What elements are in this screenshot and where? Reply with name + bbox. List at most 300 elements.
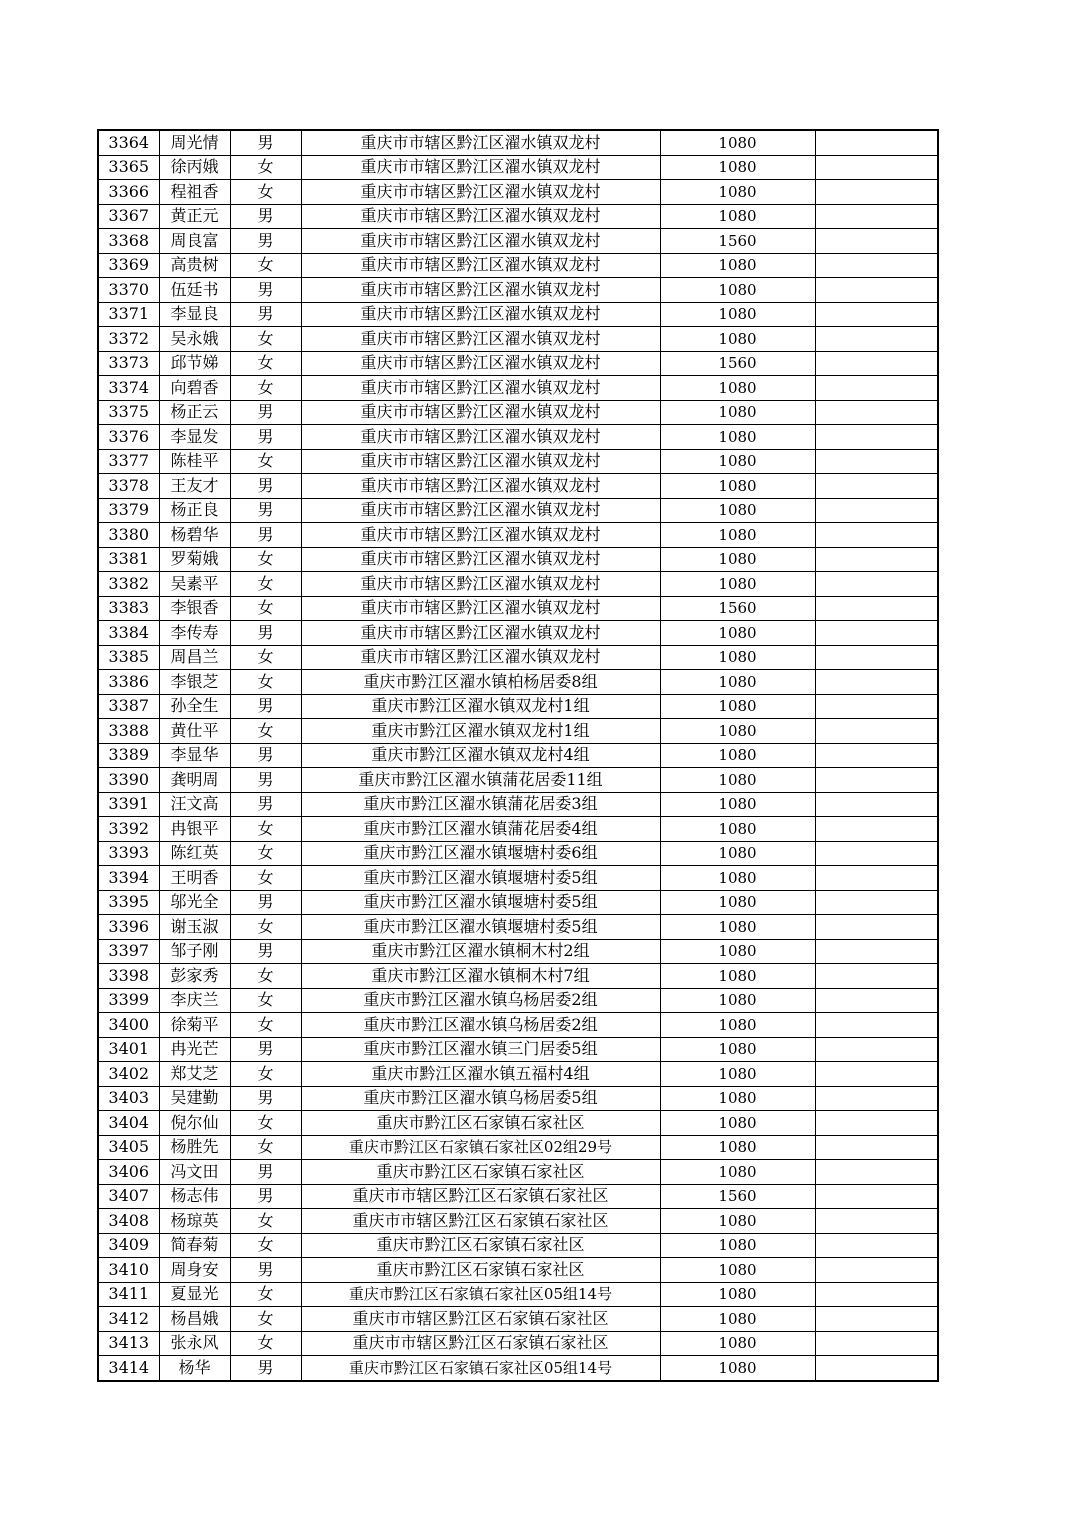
cell-gender: 男 [230,939,301,964]
cell-name: 徐菊平 [159,1013,230,1038]
cell-address: 重庆市黔江区濯水镇五福村4组 [301,1062,660,1087]
cell-amount: 1080 [660,474,815,499]
table-row [98,743,938,768]
cell-gender: 男 [230,621,301,646]
cell-note [815,1184,938,1209]
cell-note [815,645,938,670]
cell-number: 3406 [98,1160,159,1185]
cell-address: 重庆市黔江区濯水镇双龙村1组 [301,694,660,719]
cell-note [815,1307,938,1332]
cell-address: 重庆市市辖区黔江区濯水镇双龙村 [301,621,660,646]
table-row [98,988,938,1013]
cell-number: 3408 [98,1209,159,1234]
cell-name: 王明香 [159,866,230,891]
cell-gender: 女 [230,596,301,621]
table-row [98,939,938,964]
cell-gender: 女 [230,1331,301,1356]
cell-amount: 1080 [660,302,815,327]
table-row [98,498,938,523]
cell-note [815,327,938,352]
cell-address: 重庆市市辖区黔江区濯水镇双龙村 [301,278,660,303]
cell-amount: 1080 [660,523,815,548]
cell-gender: 女 [230,1062,301,1087]
cell-gender: 男 [230,890,301,915]
cell-amount: 1080 [660,792,815,817]
table-row [98,1258,938,1283]
cell-amount: 1080 [660,425,815,450]
cell-name: 伍廷书 [159,278,230,303]
cell-note [815,939,938,964]
cell-name: 周光情 [159,130,230,155]
cell-amount: 1080 [660,1013,815,1038]
cell-address: 重庆市黔江区石家镇石家社区05组14号 [301,1282,660,1307]
cell-address: 重庆市黔江区石家镇石家社区 [301,1160,660,1185]
cell-amount: 1080 [660,866,815,891]
cell-note [815,694,938,719]
cell-address: 重庆市市辖区黔江区濯水镇双龙村 [301,229,660,254]
cell-name: 邬光全 [159,890,230,915]
cell-name: 郑艾芝 [159,1062,230,1087]
cell-gender: 男 [230,400,301,425]
cell-name: 杨碧华 [159,523,230,548]
cell-name: 陈红英 [159,841,230,866]
cell-number: 3392 [98,817,159,842]
cell-number: 3374 [98,376,159,401]
cell-amount: 1080 [660,1086,815,1111]
cell-amount: 1080 [660,988,815,1013]
cell-name: 李显良 [159,302,230,327]
cell-amount: 1080 [660,1331,815,1356]
cell-number: 3380 [98,523,159,548]
cell-number: 3385 [98,645,159,670]
cell-name: 高贵树 [159,253,230,278]
table-row [98,817,938,842]
cell-number: 3367 [98,204,159,229]
cell-number: 3402 [98,1062,159,1087]
cell-address: 重庆市市辖区黔江区濯水镇双龙村 [301,425,660,450]
cell-number: 3409 [98,1233,159,1258]
table-row [98,1013,938,1038]
cell-note [815,841,938,866]
cell-name: 李银香 [159,596,230,621]
cell-address: 重庆市黔江区石家镇石家社区02组29号 [301,1135,660,1160]
cell-note [815,817,938,842]
cell-name: 罗菊娥 [159,547,230,572]
cell-address: 重庆市黔江区濯水镇乌杨居委2组 [301,1013,660,1038]
cell-amount: 1080 [660,1111,815,1136]
table-row [98,425,938,450]
cell-gender: 女 [230,719,301,744]
cell-address: 重庆市黔江区濯水镇桐木村7组 [301,964,660,989]
cell-amount: 1080 [660,1307,815,1332]
cell-amount: 1080 [660,376,815,401]
cell-amount: 1080 [660,670,815,695]
table-row [98,1184,938,1209]
cell-number: 3410 [98,1258,159,1283]
cell-gender: 女 [230,351,301,376]
table-row [98,572,938,597]
cell-amount: 1560 [660,351,815,376]
cell-note [815,253,938,278]
cell-address: 重庆市市辖区黔江区石家镇石家社区 [301,1209,660,1234]
table-row [98,1135,938,1160]
table-row [98,474,938,499]
cell-name: 杨华 [159,1356,230,1381]
cell-name: 邱节娣 [159,351,230,376]
cell-amount: 1080 [660,1356,815,1381]
table-row [98,964,938,989]
cell-amount: 1560 [660,596,815,621]
cell-gender: 女 [230,964,301,989]
cell-address: 重庆市市辖区黔江区石家镇石家社区 [301,1184,660,1209]
cell-address: 重庆市黔江区濯水镇三门居委5组 [301,1037,660,1062]
table-row [98,645,938,670]
cell-address: 重庆市市辖区黔江区濯水镇双龙村 [301,351,660,376]
table-row [98,1356,938,1381]
table-row [98,547,938,572]
cell-address: 重庆市黔江区濯水镇蒲花居委3组 [301,792,660,817]
cell-address: 重庆市黔江区濯水镇蒲花居委4组 [301,817,660,842]
cell-name: 周昌兰 [159,645,230,670]
cell-amount: 1080 [660,964,815,989]
cell-name: 李显发 [159,425,230,450]
cell-number: 3398 [98,964,159,989]
cell-gender: 男 [230,130,301,155]
cell-amount: 1080 [660,1160,815,1185]
cell-name: 李显华 [159,743,230,768]
cell-note [815,130,938,155]
cell-amount: 1080 [660,694,815,719]
cell-amount: 1080 [660,1135,815,1160]
cell-address: 重庆市黔江区濯水镇乌杨居委2组 [301,988,660,1013]
cell-note [815,915,938,940]
cell-amount: 1080 [660,180,815,205]
cell-gender: 女 [230,670,301,695]
cell-number: 3368 [98,229,159,254]
cell-number: 3373 [98,351,159,376]
cell-note [815,768,938,793]
cell-note [815,155,938,180]
cell-number: 3403 [98,1086,159,1111]
table-row [98,130,938,155]
cell-note [815,1209,938,1234]
cell-number: 3382 [98,572,159,597]
cell-gender: 女 [230,253,301,278]
cell-amount: 1080 [660,841,815,866]
cell-name: 夏显光 [159,1282,230,1307]
cell-address: 重庆市市辖区黔江区濯水镇双龙村 [301,400,660,425]
cell-note [815,572,938,597]
cell-amount: 1080 [660,204,815,229]
cell-gender: 男 [230,1258,301,1283]
cell-number: 3372 [98,327,159,352]
cell-name: 汪文高 [159,792,230,817]
cell-number: 3389 [98,743,159,768]
cell-note [815,425,938,450]
table-row [98,376,938,401]
cell-note [815,1062,938,1087]
cell-name: 王友才 [159,474,230,499]
table-row [98,841,938,866]
cell-amount: 1080 [660,327,815,352]
cell-amount: 1560 [660,1184,815,1209]
cell-name: 杨志伟 [159,1184,230,1209]
cell-number: 3405 [98,1135,159,1160]
table-row [98,768,938,793]
cell-number: 3386 [98,670,159,695]
table-row [98,792,938,817]
cell-gender: 男 [230,768,301,793]
cell-name: 周良富 [159,229,230,254]
cell-name: 吴建勤 [159,1086,230,1111]
cell-number: 3399 [98,988,159,1013]
cell-name: 杨胜先 [159,1135,230,1160]
cell-name: 倪尔仙 [159,1111,230,1136]
cell-address: 重庆市市辖区黔江区濯水镇双龙村 [301,547,660,572]
cell-address: 重庆市市辖区黔江区濯水镇双龙村 [301,180,660,205]
cell-number: 3378 [98,474,159,499]
cell-gender: 女 [230,1307,301,1332]
cell-amount: 1080 [660,400,815,425]
cell-gender: 女 [230,376,301,401]
cell-amount: 1080 [660,1258,815,1283]
table-body [98,130,938,1381]
cell-gender: 女 [230,1233,301,1258]
cell-name: 徐丙娥 [159,155,230,180]
cell-gender: 男 [230,1160,301,1185]
cell-gender: 男 [230,1184,301,1209]
cell-address: 重庆市黔江区濯水镇蒲花居委11组 [301,768,660,793]
cell-address: 重庆市市辖区黔江区濯水镇双龙村 [301,327,660,352]
table-row [98,1111,938,1136]
table-row [98,229,938,254]
table-row [98,278,938,303]
table-row [98,670,938,695]
table-row [98,866,938,891]
table-row [98,1209,938,1234]
cell-note [815,621,938,646]
cell-address: 重庆市市辖区黔江区濯水镇双龙村 [301,596,660,621]
table-row [98,1233,938,1258]
table-row [98,1307,938,1332]
table-row [98,155,938,180]
cell-note [815,1111,938,1136]
cell-name: 周身安 [159,1258,230,1283]
cell-gender: 男 [230,474,301,499]
cell-note [815,1160,938,1185]
cell-number: 3390 [98,768,159,793]
cell-amount: 1080 [660,155,815,180]
cell-gender: 男 [230,1356,301,1381]
cell-note [815,376,938,401]
table-row [98,1160,938,1185]
cell-gender: 女 [230,180,301,205]
cell-address: 重庆市市辖区黔江区濯水镇双龙村 [301,645,660,670]
cell-amount: 1080 [660,743,815,768]
cell-address: 重庆市市辖区黔江区石家镇石家社区 [301,1307,660,1332]
table-row [98,1037,938,1062]
cell-address: 重庆市市辖区黔江区石家镇石家社区 [301,1331,660,1356]
table-row [98,890,938,915]
cell-note [815,1086,938,1111]
cell-address: 重庆市黔江区濯水镇双龙村1组 [301,719,660,744]
cell-name: 冯文田 [159,1160,230,1185]
table-row [98,180,938,205]
cell-gender: 男 [230,204,301,229]
table-row [98,449,938,474]
cell-note [815,988,938,1013]
cell-address: 重庆市市辖区黔江区濯水镇双龙村 [301,155,660,180]
cell-amount: 1080 [660,547,815,572]
cell-gender: 男 [230,229,301,254]
cell-amount: 1080 [660,572,815,597]
cell-amount: 1560 [660,229,815,254]
cell-number: 3369 [98,253,159,278]
cell-note [815,547,938,572]
cell-gender: 男 [230,792,301,817]
cell-number: 3370 [98,278,159,303]
cell-note [815,523,938,548]
cell-address: 重庆市市辖区黔江区濯水镇双龙村 [301,376,660,401]
cell-name: 龚明周 [159,768,230,793]
cell-number: 3396 [98,915,159,940]
cell-number: 3404 [98,1111,159,1136]
cell-name: 程祖香 [159,180,230,205]
cell-note [815,498,938,523]
table-row [98,400,938,425]
cell-number: 3383 [98,596,159,621]
table-row [98,204,938,229]
cell-amount: 1080 [660,1233,815,1258]
cell-address: 重庆市市辖区黔江区濯水镇双龙村 [301,302,660,327]
cell-note [815,400,938,425]
cell-number: 3400 [98,1013,159,1038]
cell-amount: 1080 [660,130,815,155]
cell-gender: 男 [230,498,301,523]
cell-note [815,278,938,303]
cell-note [815,351,938,376]
cell-amount: 1080 [660,498,815,523]
table-row [98,1331,938,1356]
cell-number: 3397 [98,939,159,964]
cell-gender: 女 [230,988,301,1013]
cell-amount: 1080 [660,621,815,646]
cell-name: 谢玉淑 [159,915,230,940]
cell-gender: 女 [230,841,301,866]
cell-gender: 女 [230,1013,301,1038]
cell-address: 重庆市黔江区石家镇石家社区 [301,1258,660,1283]
cell-amount: 1080 [660,449,815,474]
cell-name: 邹子刚 [159,939,230,964]
cell-amount: 1080 [660,1037,815,1062]
table-row [98,694,938,719]
cell-number: 3395 [98,890,159,915]
cell-name: 李庆兰 [159,988,230,1013]
cell-gender: 男 [230,743,301,768]
cell-amount: 1080 [660,1062,815,1087]
cell-gender: 女 [230,817,301,842]
cell-note [815,1233,938,1258]
cell-name: 李银芝 [159,670,230,695]
cell-amount: 1080 [660,915,815,940]
cell-note [815,474,938,499]
cell-address: 重庆市黔江区濯水镇桐木村2组 [301,939,660,964]
cell-gender: 女 [230,1282,301,1307]
cell-gender: 男 [230,425,301,450]
cell-amount: 1080 [660,1209,815,1234]
table-row [98,302,938,327]
cell-note [815,1356,938,1381]
cell-name: 冉光芒 [159,1037,230,1062]
cell-number: 3391 [98,792,159,817]
cell-address: 重庆市市辖区黔江区濯水镇双龙村 [301,204,660,229]
cell-address: 重庆市市辖区黔江区濯水镇双龙村 [301,572,660,597]
cell-note [815,890,938,915]
cell-number: 3375 [98,400,159,425]
cell-note [815,719,938,744]
table-row [98,1086,938,1111]
cell-note [815,204,938,229]
cell-name: 彭家秀 [159,964,230,989]
cell-note [815,1258,938,1283]
data-table [97,129,939,1382]
cell-amount: 1080 [660,939,815,964]
table-row [98,596,938,621]
cell-number: 3401 [98,1037,159,1062]
cell-note [815,670,938,695]
cell-number: 3387 [98,694,159,719]
cell-gender: 男 [230,1037,301,1062]
cell-name: 杨昌娥 [159,1307,230,1332]
table-row [98,1062,938,1087]
cell-number: 3414 [98,1356,159,1381]
cell-gender: 女 [230,1135,301,1160]
cell-number: 3365 [98,155,159,180]
cell-address: 重庆市黔江区石家镇石家社区 [301,1233,660,1258]
cell-address: 重庆市黔江区石家镇石家社区05组14号 [301,1356,660,1381]
table-row [98,915,938,940]
table-row [98,719,938,744]
cell-number: 3393 [98,841,159,866]
cell-note [815,743,938,768]
cell-gender: 女 [230,1111,301,1136]
cell-number: 3388 [98,719,159,744]
cell-note [815,1331,938,1356]
cell-number: 3384 [98,621,159,646]
cell-number: 3394 [98,866,159,891]
cell-address: 重庆市黔江区濯水镇双龙村4组 [301,743,660,768]
cell-address: 重庆市黔江区濯水镇堰塘村委6组 [301,841,660,866]
cell-address: 重庆市黔江区石家镇石家社区 [301,1111,660,1136]
cell-name: 向碧香 [159,376,230,401]
cell-number: 3379 [98,498,159,523]
cell-gender: 男 [230,278,301,303]
cell-amount: 1080 [660,253,815,278]
cell-number: 3411 [98,1282,159,1307]
table-row [98,351,938,376]
cell-amount: 1080 [660,890,815,915]
cell-address: 重庆市市辖区黔江区濯水镇双龙村 [301,130,660,155]
cell-number: 3413 [98,1331,159,1356]
cell-address: 重庆市黔江区濯水镇堰塘村委5组 [301,890,660,915]
cell-gender: 女 [230,449,301,474]
cell-note [815,1135,938,1160]
cell-address: 重庆市市辖区黔江区濯水镇双龙村 [301,498,660,523]
cell-number: 3381 [98,547,159,572]
cell-name: 杨正云 [159,400,230,425]
cell-name: 吴永娥 [159,327,230,352]
cell-note [815,449,938,474]
